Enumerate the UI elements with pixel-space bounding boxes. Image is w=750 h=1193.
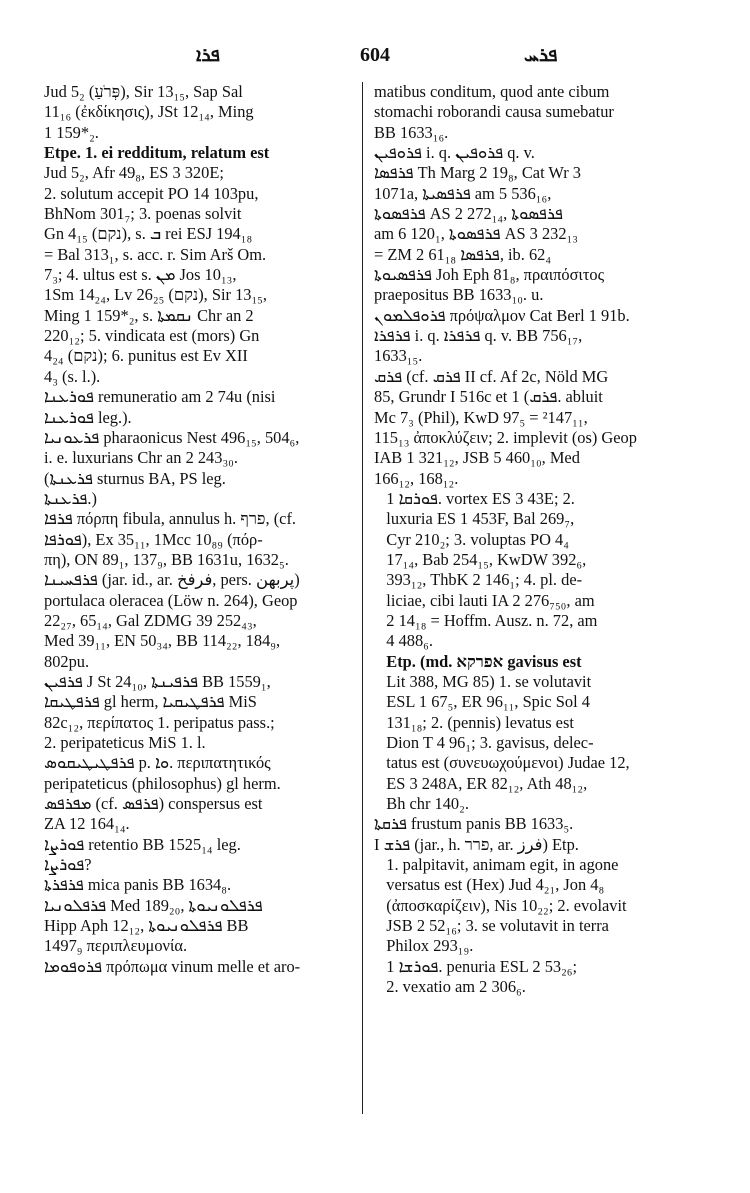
right-column-line: ES 3 248A, ER 82₁₂, Ath 48₁₂,: [374, 773, 588, 793]
left-column-line: i. e. luxurians Chr an 2 243₃₀.: [44, 448, 238, 468]
right-column-line: ܦܪܘܦܠܡܘܢ πρόψαλμον Cat Berl 1 91b.: [374, 305, 630, 325]
right-column-line: am 6 120₁, ܦܪܦܣܘܬܐ AS 3 232₁₃: [374, 224, 578, 244]
left-column-line: 802pu.: [44, 651, 90, 671]
left-column-line: ܦܪܦܚܝܢܐ (jar. id., ar. فرفخ, pers. پربهن): [44, 570, 300, 590]
left-column-line: 4₂₄ (נקם); 6. punitus est Ev XII: [44, 346, 248, 366]
right-column-line: 1. palpitavit, animam egit, in agone: [374, 855, 619, 875]
right-column-line: ܦܪܦܣܐ Th Marg 2 19₈, Cat Wr 3: [374, 163, 581, 183]
left-column-line: ܦܘܪܥܢܐ leg.).: [44, 407, 132, 427]
right-column-line: ܦܪܦܪܐ i. q. ܦܪܦܪܐ q. v. BB 756₁₇,: [374, 326, 583, 346]
column-divider: [362, 82, 363, 1114]
left-column: [44, 82, 354, 977]
right-column-line: Dion T 4 96₁; 3. gavisus, delec-: [374, 733, 594, 752]
right-column-line: ܦܪܩ (cf. ܦܪܩ II cf. Af 2c, Nöld MG: [374, 366, 609, 386]
right-column-line: ܦܪܦܣܝܘܬܐ Joh Eph 81₈, πραιπόσιτος: [374, 265, 605, 285]
left-column-line: Ming 1 159*₂, s. ܢܩܡܬܐ Chr an 2: [44, 305, 254, 325]
right-column-line: 115₁₃ ἀποκλύζειν; 2. implevit (os) Geop: [374, 427, 637, 447]
left-column-line: 220₁₂; 5. vindicata est (mors) Gn: [44, 326, 260, 346]
right-column-line: IAB 1 321₁₂, JSB 5 460₁₀, Med: [374, 448, 580, 468]
right-column-line: 166₁₂, 168₁₂.: [374, 468, 459, 488]
right-column: [374, 82, 708, 997]
right-column-line: = ZM 2 61₁₈ ܦܪܦܣܐ, ib. 62₄: [374, 244, 552, 264]
right-column-line: 4 488₆.: [374, 631, 433, 651]
right-column-line: 1071a, ܦܪܦܣܝܬܐ am 5 536₁₆,: [374, 183, 552, 203]
right-column-line: luxuria ES 1 453F, Bal 269₇,: [374, 509, 575, 529]
left-column-line: Med 39₁₁, EN 50₃₄, BB 114₂₂, 184₉,: [44, 631, 281, 651]
left-column-line: ܦܪܦܐ πόρπη fibula, annulus h. פרף, (cf.: [44, 509, 296, 529]
left-column-line: Jud 5₂, Afr 49₈, ES 3 320E;: [44, 163, 224, 183]
right-running-headword: ܦܪܚ: [524, 44, 558, 66]
right-column-line: ܦܘܪܫܐ 1. penuria ESL 2 53₂₆;: [374, 956, 578, 976]
left-column-line: 11₁₆ (ἐκδίκησις), JSt 12₁₄, Ming: [44, 102, 254, 122]
right-column-line: Etp. (md. אפרקא gavisus est: [374, 651, 582, 671]
right-column-line: Philox 293₁₉.: [374, 936, 474, 956]
left-column-line: 7₃; 4. ultus est s. ܡܢ Jos 10₁₃,: [44, 265, 237, 285]
left-column-line: ܦܪܦܝܢ J St 24₁₀, ܦܪܦܝܢܬܐ BB 1559₁,: [44, 671, 271, 691]
left-column-line: ܦܘܪܦܐ), Ex 35₁₁, 1Mcc 10₈₉ (πόρ-: [44, 529, 263, 549]
left-column-line: (ܦܪܥܢܬܐ sturnus BA, PS leg.: [44, 468, 226, 488]
left-column-line: ZA 12 164₁₄.: [44, 814, 130, 834]
right-column-line: 131₁₈; 2. (pennis) levatus est: [374, 712, 574, 732]
right-column-line: Mc 7₃ (Phil), KwD 97₅ = ²147₁₁,: [374, 407, 588, 427]
left-column-line: ܦܘܪܨܐ retentio BB 1525₁₄ leg.: [44, 834, 241, 854]
left-column-line: ܦܪܦܛܝܛܝܩܘܣ p. ܘܐ. περιπατητικός: [44, 753, 271, 773]
left-column-line: Etpe. 1. ei redditum, relatum est: [44, 143, 270, 163]
left-column-line: ܦܪܥܘܢܝܐ pharaonicus Nest 496₁₅, 504₆,: [44, 427, 300, 447]
right-column-line: ESL 1 67₅, ER 96₁₁, Spic Sol 4: [374, 692, 590, 712]
right-column-line: ܦܘܪܩܐ 1. vortex ES 3 43E; 2.: [374, 488, 575, 508]
left-column-line: 82c₁₂, περίπατος 1. peripatus pass.;: [44, 712, 275, 732]
right-column-line: 2. vexatio am 2 306₆.: [374, 977, 526, 997]
right-column-line: ܦܪܦܣܘܬܐ AS 2 272₁₄, ܦܪܦܣܘܬܐ: [374, 204, 563, 224]
right-column-line: Bh chr 140₂.: [374, 794, 469, 814]
left-column-line: 22₂₇, 65₁₄, Gal ZDMG 39 252₄₃,: [44, 610, 257, 630]
left-column-line: ܦܪܥܢܬܐ.): [44, 488, 97, 508]
right-column-line: stomachi roborandi causa sumebatur: [374, 102, 614, 122]
left-column-line: ܦܪܦܛܝܩܐ gl herm, ܦܪܦܛܝܩܝܐ MiS: [44, 692, 257, 712]
right-column-line: ܦܪܩܬܐ frustum panis BB 1633₅.: [374, 814, 574, 834]
left-column-line: ܦܘܪܥܢܐ remuneratio am 2 74u (nisi: [44, 387, 276, 407]
left-column-line: Jud 5₂ (פְּרֹעַ), Sir 13₁₅, Sap Sal: [44, 82, 243, 101]
left-column-line: 1 159*₂.: [44, 122, 99, 142]
right-column-line: BB 1633₁₆.: [374, 122, 449, 142]
left-column-line: ܦܘܪܨܐ?: [44, 855, 92, 875]
right-column-line: ܦܪܘܦܝܢ i. q. ܦܪܘܦܝܢ q. v.: [374, 143, 535, 163]
left-column-line: 2. solutum accepit PO 14 103pu,: [44, 183, 259, 203]
left-column-line: ܦܪܘܦܘܡܐ πρόπωμα vinum melle et aro-: [44, 956, 301, 976]
left-column-line: ܦܪܦܠܘܢܝܐ Med 189₂₀, ܦܪܦܠܘܢܝܘܬܐ: [44, 895, 263, 915]
left-column-line: 1497₉ περιπλευμονία.: [44, 936, 188, 956]
right-column-line: 85, Grundr I 516c et ܦܪܩ) 1. abluit: [374, 387, 603, 407]
right-column-line: matibus conditum, quod ante cibum: [374, 82, 610, 101]
right-column-line: 17₁₄, Bab 254₁₅, KwDW 392₆,: [374, 549, 587, 569]
right-column-line: Lit 388, MG 85) 1. se volutavit: [374, 671, 592, 691]
right-column-line: 1633₁₅.: [374, 346, 423, 366]
page-number: 604: [360, 44, 390, 66]
right-column-line: JSB 2 52₁₆; 3. se volutavit in terra: [374, 916, 609, 936]
right-column-line: Cyr 210₂; 3. voluptas PO 4₄: [374, 529, 569, 549]
right-column-line: tatus est (συνευωχούμενοι) Judae 12,: [374, 753, 630, 773]
right-column-line: (ἀποσκαρίζειν), Nis 10₂₂; 2. evolavit: [374, 895, 627, 915]
left-column-line: ܡܦܪܦܣ (cf. ܦܪܦܣ) conspersus est: [44, 794, 263, 814]
right-column-line: 393₁₂, ThbK 2 146₁; 4. pl. de-: [374, 570, 583, 590]
right-column-line: I ܦܪܫ (jar., h. פרר, ar. فرز) Etp.: [374, 834, 579, 854]
left-column-line: πη), ON 89₁, 137₉, BB 1631u, 1632₅.: [44, 549, 289, 569]
left-column-line: Gn 4₁₅ (נקם), s. ܒ rei ESJ 194₁₈: [44, 224, 253, 244]
right-column-line: liciae, cibi lauti IA 2 276₇₅₀, am: [374, 590, 595, 610]
left-column-line: BhNom 301₇; 3. poenas solvit: [44, 204, 242, 224]
left-column-line: = Bal 313₁, s. acc. r. Sim Arš Om.: [44, 244, 267, 264]
left-column-line: portulaca oleracea (Löw n. 264), Geop: [44, 590, 298, 610]
right-column-line: 2 14₁₈ = Hoffm. Ausz. n. 72, am: [374, 610, 598, 630]
left-column-line: 4₃ (s. l.).: [44, 366, 101, 386]
page-header: [40, 44, 710, 68]
left-column-line: Hipp Aph 12₁₂, ܦܪܦܠܘܢܝܘܬܐ BB: [44, 916, 249, 936]
left-column-line: ܦܪܦܪܬܐ mica panis BB 1634₈.: [44, 875, 232, 895]
right-column-line: versatus est (Hex) Jud 4₂₁, Jon 4₈: [374, 875, 605, 895]
right-column-line: praepositus BB 1633₁₀. u.: [374, 285, 544, 305]
left-column-line: 2. peripateticus MiS 1. l.: [44, 733, 206, 752]
left-column-line: peripateticus (philosophus) gl herm.: [44, 773, 281, 793]
left-running-headword: ܦܪܐ: [196, 44, 220, 66]
left-column-line: 1Sm 14₂₄, Lv 26₂₅ (נקם), Sir 13₁₅,: [44, 285, 267, 305]
